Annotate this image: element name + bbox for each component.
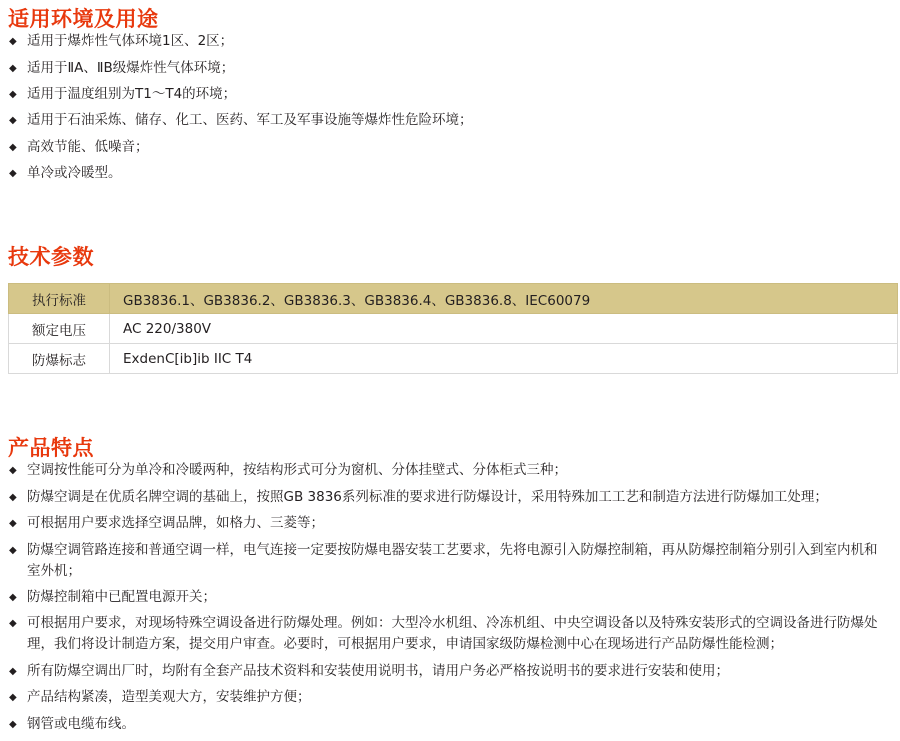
table-row — [9, 314, 898, 344]
list-item-text: 适用于石油采炼、储存、化工、医药、军工及军事设施等爆炸性危险环境； — [27, 112, 473, 129]
list-item-text: 适用于ⅡA、ⅡB级爆炸性气体环境； — [27, 59, 235, 76]
list-item — [8, 84, 890, 105]
list-item — [8, 687, 890, 708]
list-item-text: 可根据用户要求，对现场特殊空调设备进行防爆处理。例如：大型冷水机组、冷冻机组、中央空调设备以及特殊安装形式的空调设备进行防爆处理，我们将设计制造方案，提交用户审查。必要时，可根据用户要求，申请国家级防爆检测中心在现场进行产品防爆性能检测； — [27, 615, 878, 653]
list-item-text: 高效节能、低噪音； — [27, 138, 149, 155]
specs-table — [8, 283, 898, 374]
list-item — [8, 513, 890, 534]
diamond-bullet-icon: ◆ — [9, 88, 17, 100]
table-row — [9, 344, 898, 374]
diamond-bullet-icon: ◆ — [9, 544, 17, 556]
diamond-bullet-icon: ◆ — [9, 36, 17, 48]
list-item-text: 适用于爆炸性气体环境1区、2区； — [27, 33, 234, 50]
spec-value: AC 220/380V — [110, 314, 898, 344]
list-item-text: 防爆空调管路连接和普通空调一样，电气连接一定要按防爆电器安装工艺要求，先将电源引入防爆控制箱，再从防爆控制箱分别引入到室内机和室外机； — [27, 541, 878, 579]
list-item-text: 钢管或电缆布线。 — [27, 715, 135, 732]
list-item-text: 防爆控制箱中已配置电源开关； — [27, 588, 216, 605]
section-title-specs: 技术参数 — [8, 245, 94, 270]
spec-key: 额定电压 — [9, 314, 110, 344]
list-item — [8, 540, 890, 582]
diamond-bullet-icon: ◆ — [9, 168, 17, 180]
diamond-bullet-icon: ◆ — [9, 465, 17, 477]
list-item-text: 所有防爆空调出厂时，均附有全套产品技术资料和安装使用说明书，请用户务必严格按说明书的要求进行安装和使用； — [27, 662, 729, 679]
list-item-text: 产品结构紧凑，造型美观大方，安装维护方便； — [27, 689, 311, 706]
list-item — [8, 31, 890, 52]
list-item-text: 适用于温度组别为T1～T4的环境； — [27, 85, 237, 102]
diamond-bullet-icon: ◆ — [9, 618, 17, 630]
diamond-bullet-icon: ◆ — [9, 591, 17, 603]
diamond-bullet-icon: ◆ — [9, 692, 17, 704]
list-item — [8, 460, 890, 481]
list-item — [8, 661, 890, 682]
list-item — [8, 163, 890, 184]
diamond-bullet-icon: ◆ — [9, 491, 17, 503]
diamond-bullet-icon: ◆ — [9, 115, 17, 127]
diamond-bullet-icon: ◆ — [9, 665, 17, 677]
list-item — [8, 137, 890, 158]
list-item-text: 空调按性能可分为单冷和冷暖两种，按结构形式可分为窗机、分体挂壁式、分体柜式三种； — [27, 462, 567, 479]
list-item-text: 可根据用户要求选择空调品牌，如格力、三菱等； — [27, 515, 324, 532]
spec-value: ExdenC[ib]ib IIC T4 — [110, 344, 898, 374]
spec-key: 防爆标志 — [9, 344, 110, 374]
section-title-features: 产品特点 — [8, 436, 94, 461]
list-item — [8, 587, 890, 608]
list-item — [8, 487, 890, 508]
diamond-bullet-icon: ◆ — [9, 62, 17, 74]
list-item — [8, 714, 890, 735]
diamond-bullet-icon: ◆ — [9, 718, 17, 730]
spec-key: 执行标准 — [9, 284, 110, 314]
list-item — [8, 613, 890, 655]
diamond-bullet-icon: ◆ — [9, 518, 17, 530]
list-item-text: 防爆空调是在优质名牌空调的基础上，按照GB 3836系列标准的要求进行防爆设计，采用特殊加工工艺和制造方法进行防爆加工处理； — [27, 488, 828, 505]
list-item — [8, 58, 890, 79]
list-item — [8, 110, 890, 131]
diamond-bullet-icon: ◆ — [9, 141, 17, 153]
environment-list — [8, 31, 890, 184]
table-row — [9, 284, 898, 314]
features-list — [8, 460, 890, 734]
section-title-environment: 适用环境及用途 — [8, 7, 159, 31]
list-item-text: 单冷或冷暖型。 — [27, 165, 122, 182]
spec-value: GB3836.1、GB3836.2、GB3836.3、GB3836.4、GB3836.8、IEC60079 — [110, 284, 898, 314]
